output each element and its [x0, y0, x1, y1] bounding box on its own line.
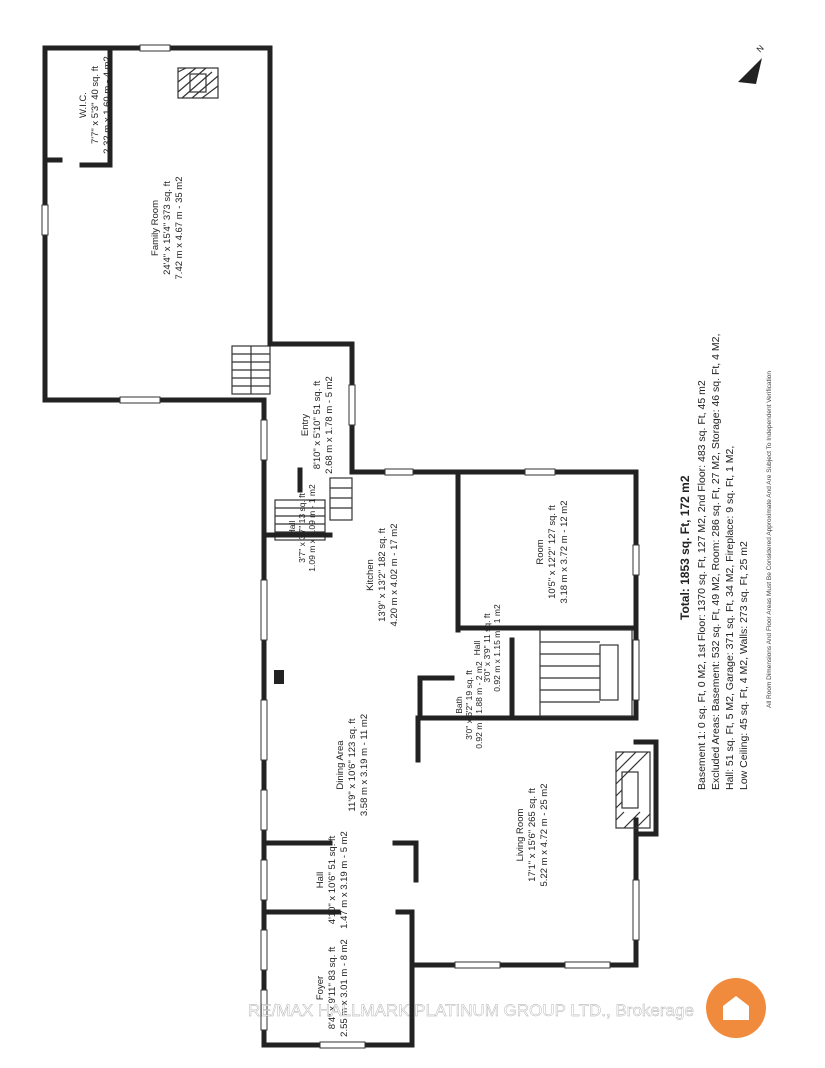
disclaimer: All Room Dimensions And Floor Areas Must Be Considered Approximate And Are Subject To Independent Verification	[766, 371, 773, 708]
dining-metric: 3.58 m x 3.19 m - 11 m2	[359, 713, 370, 817]
fireplace-symbol-upper	[178, 68, 218, 98]
entry-metric: 2.68 m x 1.78 m - 5 m2	[324, 376, 335, 474]
room-dims: 10'5" x 12'2" 127 sq. ft	[547, 505, 558, 599]
hall-upper-name: Hall	[287, 520, 297, 536]
bath-name: Bath	[454, 696, 464, 714]
label-wic	[78, 56, 113, 154]
label-hall-upper	[287, 484, 317, 572]
label-bath	[454, 661, 484, 749]
entry-name: Entry	[300, 413, 311, 437]
living-name: Living Room	[515, 808, 526, 862]
kitchen-metric: 4.20 m x 4.02 m - 17 m2	[389, 523, 400, 627]
summary-line-1: Basement 1: 0 sq. Ft, 0 M2, 1st Floor: 1370 sq. Ft, 127 M2, 2nd Floor: 483 sq. Ft, 45 m2	[696, 380, 708, 790]
brokerage-logo-icon	[706, 978, 766, 1038]
wic-metric: 2.32 m x 1.60 m - 4 m2	[102, 56, 113, 154]
foyer-name: Foyer	[315, 975, 326, 1001]
main-walls	[264, 472, 656, 1045]
total-area: Total: 1853 sq. Ft, 172 m2	[678, 475, 692, 620]
foyer-dims: 8'4" x 9'11" 83 sq. ft	[327, 946, 338, 1030]
hall-lower-name: Hall	[315, 871, 326, 889]
label-kitchen	[365, 524, 400, 627]
family-room-name: Family Room	[150, 200, 161, 256]
hall-upper-dims: 3'7" x 3'7" 13 sq. ft	[297, 493, 307, 563]
fireplace-symbol-lower	[616, 752, 650, 828]
summary-line-4: Low Ceiling: 45 sq. Ft, 4 M2, Walls: 273 sq. Ft, 25 m2	[738, 541, 750, 790]
hall-lower-metric: 1.47 m x 3.19 m - 5 m2	[339, 831, 350, 929]
kitchen-name: Kitchen	[365, 559, 376, 591]
dining-dims: 11'9" x 10'6" 123 sq. ft	[347, 718, 358, 812]
hall-lower-dims: 4'10" x 10'6" 51 sq. ft	[327, 835, 338, 925]
label-foyer	[315, 939, 350, 1037]
summary-line-3: Hall: 51 sq. Ft, 5 M2, Garage: 371 sq. Ft, 34 M2, Fireplace: 9 sq. Ft, 1 M2,	[724, 445, 736, 790]
label-dining	[335, 714, 370, 816]
kitchen-dims: 13'9" x 13'2" 182 sq. ft	[377, 528, 388, 622]
label-living	[515, 784, 550, 887]
label-family-room	[150, 177, 185, 280]
hall-mid-dims: 3'0" x 3'9" 11 sq. ft	[482, 613, 492, 683]
label-room	[535, 501, 570, 604]
family-room-dims: 24'4" x 15'4" 373 sq. ft	[162, 181, 173, 275]
bath-dims: 3'0" x 6'2" 19 sq. ft	[464, 670, 474, 740]
north-arrow-icon	[738, 43, 766, 84]
watermark-text: RE/MAX HALLMARK PLATINUM GROUP LTD., Brokerage	[248, 1001, 694, 1020]
bath-metric: 0.92 m x 1.88 m - 2 m2	[474, 661, 484, 749]
wic-dims: 7'7" x 5'3" 40 sq. ft	[90, 66, 101, 144]
room-name: Room	[535, 539, 546, 565]
hall-mid-name: Hall	[472, 640, 482, 656]
living-dims: 17'1" x 15'6" 265 sq. ft	[527, 788, 538, 882]
living-metric: 5.22 m x 4.72 m - 25 m2	[539, 783, 550, 887]
stairs-main	[540, 630, 632, 716]
north-label: N	[754, 42, 766, 55]
hall-upper-metric: 1.09 m x 1.09 m - 1 m2	[307, 484, 317, 572]
summary-line-2: Excluded Areas: Basement: 532 sq. Ft, 49 M2, Room: 286 sq. Ft, 27 M2, Storage: 46 sq. Ft, 4 M2,	[710, 333, 722, 790]
hall-mid-metric: 0.92 m x 1.15 m - 1 m2	[492, 604, 502, 692]
stairs-family-room	[232, 346, 270, 394]
foyer-metric: 2.55 m x 3.01 m - 8 m2	[339, 939, 350, 1037]
dining-name: Dining Area	[335, 740, 346, 790]
area-summary	[678, 334, 773, 790]
family-room-metric: 7.42 m x 4.67 m - 35 m2	[174, 176, 185, 280]
label-entry	[300, 376, 335, 474]
entry-dims: 8'10" x 5'10" 51 sq. ft	[312, 380, 323, 470]
wic-name: W.I.C.	[78, 92, 89, 118]
room-metric: 3.18 m x 3.72 m - 12 m2	[559, 500, 570, 604]
